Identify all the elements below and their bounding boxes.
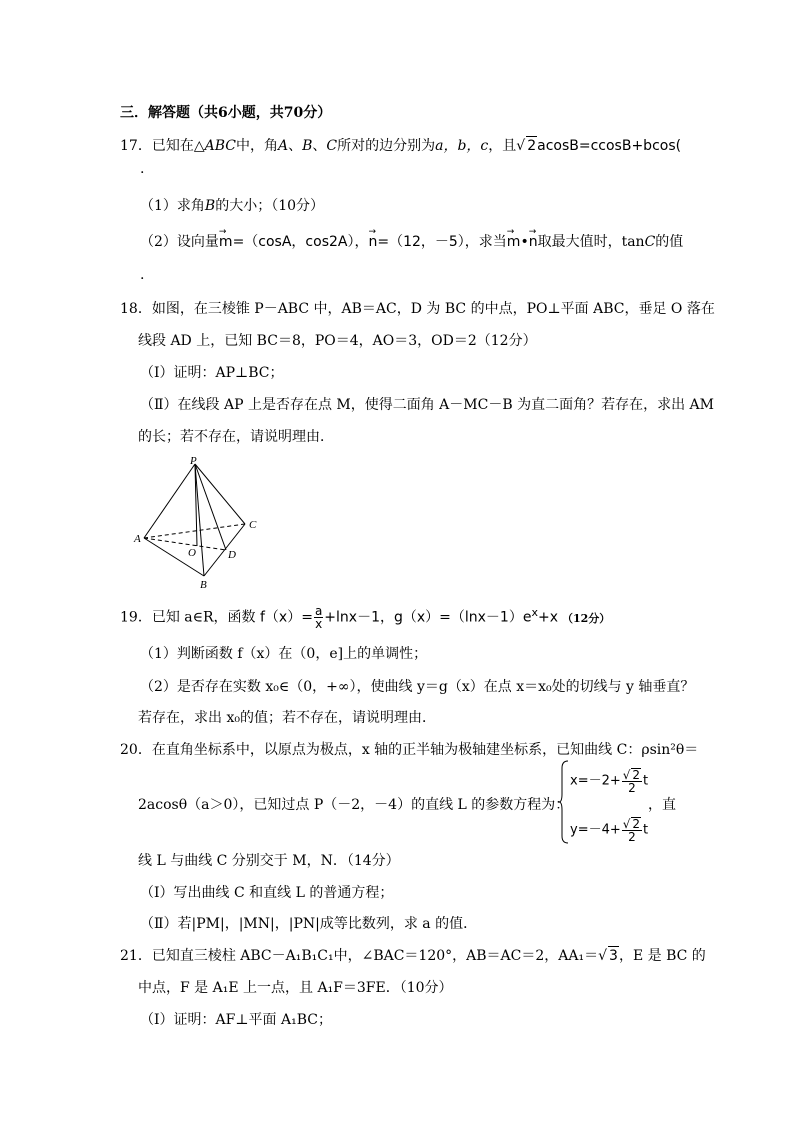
q18-part2: （Ⅱ）在线段 AP 上是否存在点 M，使得二面角 A－MC－B 为直二面角？若存在，求出 AM	[140, 397, 714, 413]
q17-sides: a，b，c	[435, 138, 489, 154]
q19-func-f: f（x）=	[259, 609, 313, 626]
q18-number: 18．	[120, 301, 152, 317]
q17-part1	[140, 197, 324, 215]
param-y-lhs: y=－4+	[570, 822, 621, 838]
q18-line1	[120, 300, 715, 318]
param-x-lhs: x=－2+	[570, 773, 621, 789]
q17-text: 、	[288, 138, 303, 154]
q18-line2: 线段 AD 上，已知 BC＝8，PO＝4，AO＝3，OD＝2（12分）	[138, 333, 537, 349]
label-B: B	[200, 579, 207, 591]
label-P: P	[190, 455, 197, 467]
q17-p2-text: 的值	[655, 234, 684, 250]
label-O: O	[188, 547, 196, 559]
q20-line3: 线 L 与曲线 C 分别交于 M，N．（14分）	[138, 853, 400, 869]
q17-text: 所对的边分别为	[337, 138, 436, 154]
q17-vector-m: → m	[219, 233, 233, 251]
q17-p2-text: （2）设向量	[140, 234, 219, 250]
q17-number: 17．	[120, 138, 152, 154]
q21-text: 已知直三棱柱 ABC－A₁B₁C₁中，∠BAC＝120°，AB＝AC＝2，AA₁＝	[151, 948, 599, 964]
q19-frac-den: x	[315, 617, 323, 632]
param-x-eq	[570, 768, 648, 794]
q19-part2-cont: 若存在，求出 x₀的值；若不存在，请说明理由．	[138, 710, 436, 726]
q21-text-end: ，E 是 BC 的	[618, 948, 706, 964]
param-y-frac	[622, 817, 642, 843]
q20-text: 在直角坐标系中，以原点为极点，x 轴的正半轴为极轴建坐标系，已知曲线 C：ρsin²θ＝	[151, 742, 699, 758]
edge-PC	[195, 464, 245, 524]
q19-score: （12分）	[561, 611, 611, 625]
q17-p1-text: 的大小；（10分）	[215, 198, 325, 214]
param-x-frac-num: √ 2	[622, 768, 641, 782]
q17-sqrt: 2	[527, 138, 537, 154]
q17-formula: √ 2acosB=ccosB+bcos(	[516, 138, 682, 154]
q19-text: 已知 a∈R，函数	[151, 609, 260, 626]
left-brace	[558, 760, 570, 844]
q17-dot2: .	[140, 267, 145, 283]
section-title: 三．解答题（共6小题，共70分）	[120, 105, 332, 121]
label-A: A	[134, 533, 141, 545]
q19-number: 19．	[120, 609, 152, 626]
q21-part1: （Ⅰ）证明：AF⊥平面 A₁BC；	[140, 1012, 332, 1028]
edge-AC	[144, 524, 245, 538]
q17-p2-eq: =（cosA，cos2A），	[232, 234, 369, 250]
param-y-frac-num: √ 2	[622, 817, 641, 831]
q19-frac-num: a	[314, 604, 323, 619]
edge-PA	[144, 464, 195, 538]
param-x-sqrt: 2	[632, 768, 641, 782]
q21-sqrt-value: 3	[609, 948, 618, 964]
q17-var: C	[326, 138, 338, 154]
edge-AD	[144, 538, 226, 550]
q20-line1	[120, 741, 698, 759]
q18-text: 如图，在三棱锥 P－ABC 中，AB＝AC，D 为 BC 的中点，PO⊥平面 ABC，垂足 O 落在	[151, 301, 715, 317]
q17-text: 、	[312, 138, 327, 154]
q19-part2: （2）是否存在实数 x₀∈（0，+∞），使曲线 y＝g（x）在点 x＝x₀处的切线与 y 轴垂直？	[140, 679, 695, 695]
q21-line2: 中点，F 是 A₁E 上一点，且 A₁F＝3FE．（10分）	[138, 980, 453, 996]
q19-stem	[120, 604, 610, 630]
q20-number: 20．	[120, 742, 152, 758]
q18-part1: （Ⅰ）证明：AP⊥BC；	[140, 365, 284, 381]
q20-line2: 2acosθ（a＞0），已知过点 P（－2，－4）的直线 L 的参数方程为：	[138, 797, 570, 813]
q19-func-rest: +lnx－1，g（x）=（lnx－1）e	[324, 609, 532, 626]
q18-part2-cont: 的长；若不存在，请说明理由．	[138, 429, 334, 445]
q19-func-g-rest: +x	[537, 609, 558, 626]
q17-stem	[120, 136, 681, 155]
q19-exponent: x	[531, 606, 538, 619]
q17-dot: .	[140, 161, 145, 177]
q17-var: A	[277, 138, 289, 154]
param-x-t: t	[643, 773, 649, 789]
q17-p2-var: C	[644, 234, 656, 250]
q17-text: 中，角	[235, 138, 278, 154]
q21-sqrt3: √ 3	[598, 948, 618, 964]
q17-text: 已知在△	[151, 138, 205, 154]
param-x-frac	[622, 768, 642, 794]
param-y-frac-den: 2	[628, 830, 636, 844]
q20-part1: （Ⅰ）写出曲线 C 和直线 L 的普通方程；	[140, 885, 394, 901]
tetrahedron-figure	[130, 452, 270, 592]
q17-var: B	[302, 138, 313, 154]
q17-p2-text: 取最大值时，tan	[537, 234, 645, 250]
q17-dot-op: •	[520, 234, 529, 250]
q21-number: 21．	[120, 948, 152, 964]
label-D: D	[228, 549, 236, 561]
edge-PD	[195, 464, 226, 550]
q17-text: ，且	[488, 138, 517, 154]
param-y-t: t	[643, 822, 649, 838]
q21-line1	[120, 946, 706, 965]
edge-BC	[204, 524, 245, 576]
q17-p1-text: （1）求角	[140, 198, 205, 214]
param-y-sqrt: 2	[632, 817, 641, 831]
param-y-eq	[570, 817, 648, 843]
q19-part1: （1）判断函数 f（x）在（0，e]上的单调性；	[140, 646, 428, 662]
q17-vector-n: → n	[529, 233, 538, 251]
q17-p2-eq: =（12，－5），求当	[377, 234, 507, 250]
q17-vector-n: → n	[368, 233, 377, 251]
label-C: C	[249, 519, 257, 531]
q17-part2	[140, 233, 683, 251]
q17-formula-text: acosB=ccosB+bcos(	[537, 138, 682, 154]
q17-p1-var: B	[204, 198, 216, 214]
param-x-frac-den: 2	[628, 781, 636, 795]
q17-triangle: ABC	[204, 138, 236, 154]
q17-vector-m: → m	[507, 233, 521, 251]
q20-part2: （Ⅱ）若|PM|，|MN|，|PN|成等比数列，求 a 的值．	[140, 916, 478, 932]
q20-line2-end: ，直	[648, 797, 676, 813]
q19-fraction	[314, 605, 323, 630]
